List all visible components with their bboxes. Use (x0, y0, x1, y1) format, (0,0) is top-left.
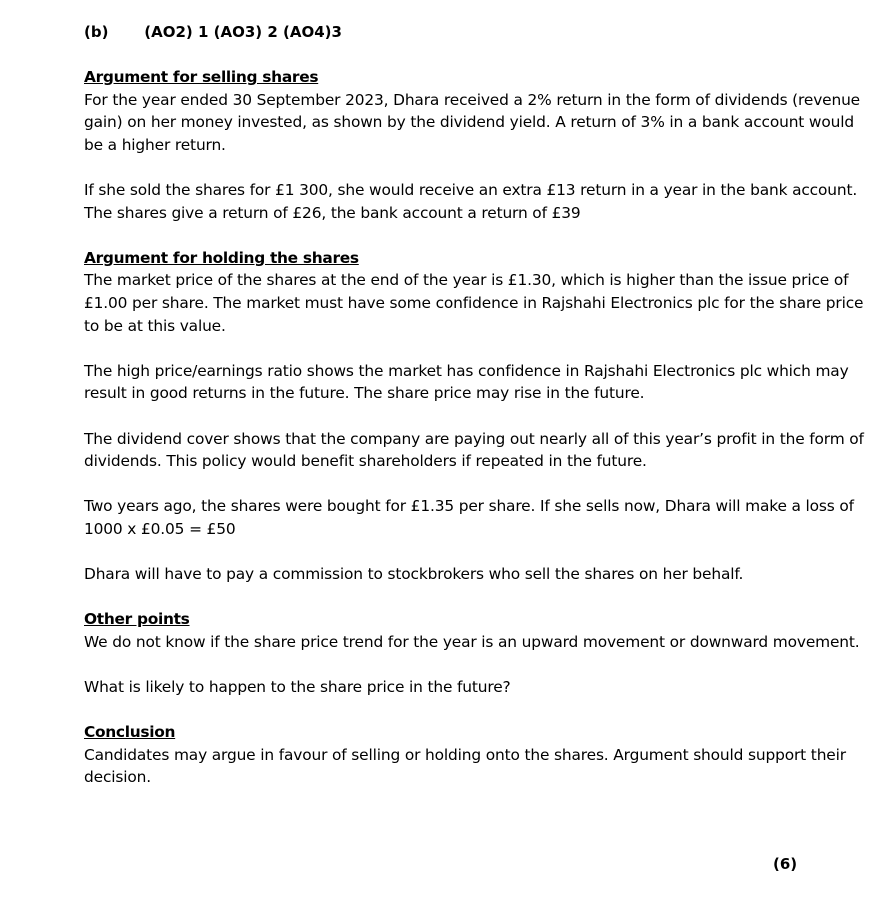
section-heading-selling: Argument for selling shares (84, 68, 319, 86)
mark-scheme-content (84, 66, 864, 812)
marks-total: (6) (773, 855, 798, 873)
assessment-objectives: (AO2) 1 (AO3) 2 (AO4)3 (144, 23, 342, 41)
holding-paragraph-3: The dividend cover shows that the company are paying out nearly all of this year’s profit in the form of dividends. This policy would benefit shareholders if repeated in the future. (84, 429, 864, 471)
other-paragraph-2: What is likely to happen to the share price in the future? (84, 678, 511, 697)
question-part-label: (b) (84, 23, 109, 41)
holding-paragraph-1: The market price of the shares at the end of the year is £1.30, which is higher than the issue price of £1.00 per share. The market must have some confidence in Rajshahi Electronics plc for the share price to be at this value. (84, 271, 864, 335)
holding-paragraph-2: The high price/earnings ratio shows the market has confidence in Rajshahi Electronics plc which may result in good returns in the future. The share price may rise in the future. (84, 361, 849, 403)
other-paragraph-1: We do not know if the share price trend for the year is an upward movement or downward movement. (84, 632, 860, 651)
section-heading-other: Other points (84, 610, 190, 629)
selling-paragraph-1: For the year ended 30 September 2023, Dhara received a 2% return in the form of dividends (revenue gain) on her money invested, as shown by the dividend yield. A return of 3% in a bank account would be a higher return. (84, 90, 861, 154)
selling-paragraph-2: If she sold the shares for £1 300, she would receive an extra £13 return in a year in the bank account. The shares give a return of £26, the bank account a return of £39 (84, 180, 858, 222)
holding-paragraph-4: Two years ago, the shares were bought for £1.35 per share. If she sells now, Dhara will make a loss of 1000 x £0.05 = £50 (84, 497, 854, 538)
section-heading-holding: Argument for holding the shares (84, 248, 359, 267)
question-header (84, 21, 342, 43)
conclusion-paragraph-1: Candidates may argue in favour of selling or holding onto the shares. Argument should support their decision. (84, 745, 846, 787)
holding-paragraph-5: Dhara will have to pay a commission to stockbrokers who sell the shares on her behalf. (84, 565, 744, 584)
section-heading-conclusion: Conclusion (84, 723, 176, 742)
